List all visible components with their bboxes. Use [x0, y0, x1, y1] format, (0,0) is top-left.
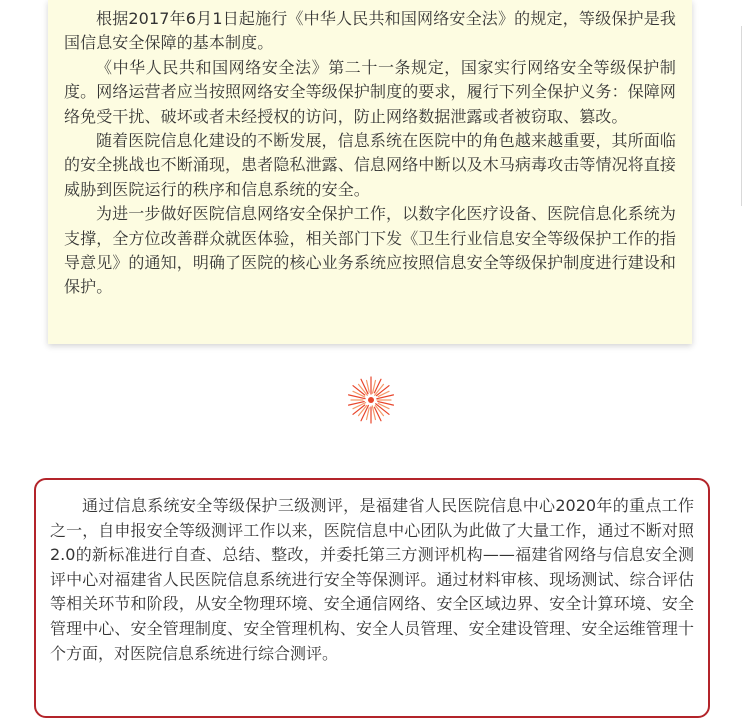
firework-icon — [347, 376, 395, 424]
evaluation-paragraph: 通过信息系统安全等级保护三级测评，是福建省人民医院信息中心2020年的重点工作之一，自申报安全等级测评工作以来，医院信息中心团队为此做了大量工作，通过不断对照2.0的新标准进行自查、总结、整改，并委托第三方测评机构——福建省网络与信息安全测评中心对福建省人民医院信息系统进行安全等保测评。通过材料审核、现场测试、综合评估等相关环节和阶段，从安全物理环境、安全通信网络、安全区域边界、安全计算环境、安全管理中心、安全管理制度、安全管理机构、安全人员管理、安全建设管理、安全运维管理十个方面，对医院信息系统进行综合测评。 — [50, 496, 694, 663]
intro-text-box — [48, 0, 692, 344]
intro-paragraph-4: 为进一步做好医院信息网络安全保护工作，以数字化医疗设备、医院信息化系统为支撑，全方位改善群众就医体验，相关部门下发《卫生行业信息安全等级保护工作的指导意见》的通知，明确了医院的核心业务系统应按照信息安全等级保护制度进行建设和保护。 — [64, 204, 676, 297]
intro-paragraph-3: 随着医院信息化建设的不断发展，信息系统在医院中的角色越来越重要，其所面临的安全挑战也不断涌现，患者隐私泄露、信息网络中断以及木马病毒攻击等情况将直接威胁到医院运行的秩序和信息系统的安全。 — [64, 131, 676, 199]
right-edge-divider — [741, 26, 746, 206]
intro-paragraph-1: 根据2017年6月1日起施行《中华人民共和国网络安全法》的规定，等级保护是我国信息安全保障的基本制度。 — [64, 9, 676, 53]
firework-center — [368, 397, 374, 403]
evaluation-text-box — [34, 478, 710, 718]
intro-paragraph-2: 《中华人民共和国网络安全法》第二十一条规定，国家实行网络安全等级保护制度。网络运营者应当按照网络安全等级保护制度的要求，履行下列全保护义务：保障网络免受干扰、破坏或者未经授权的访问，防止网络数据泄露或者被窃取、篡改。 — [64, 57, 676, 126]
